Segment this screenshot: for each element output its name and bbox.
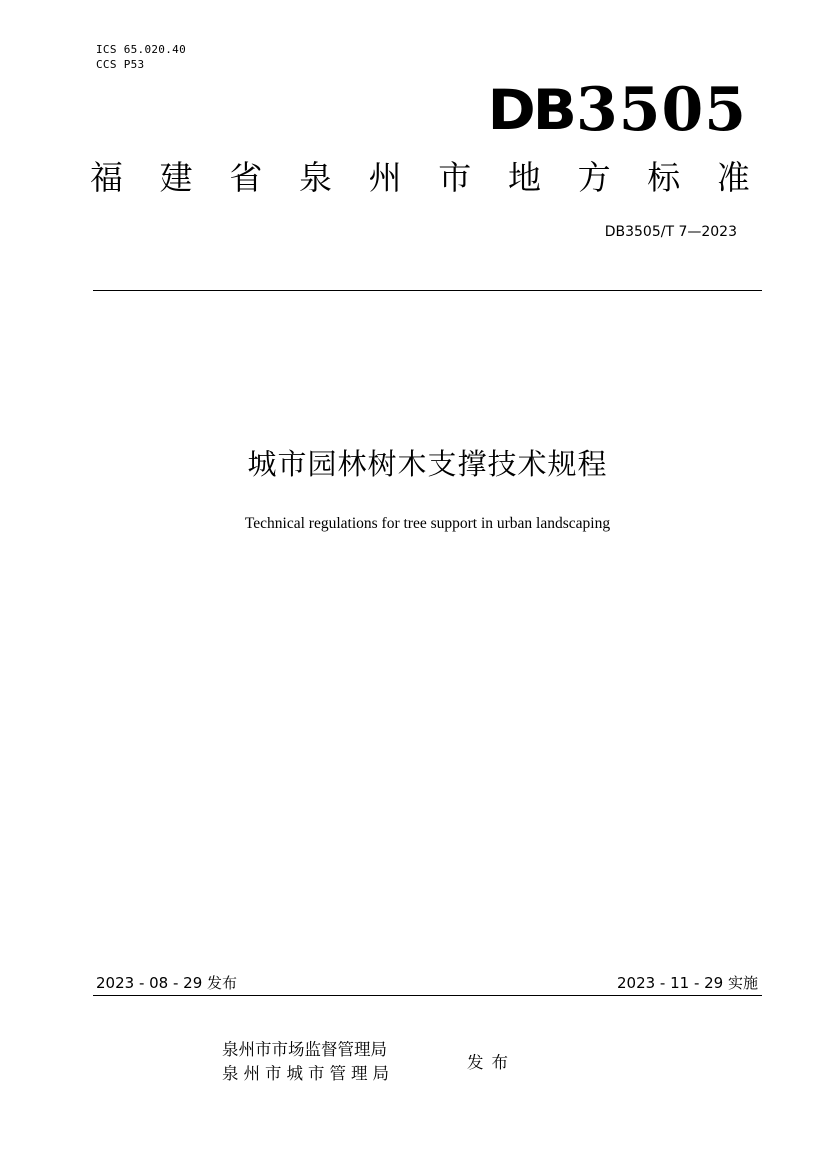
issuing-authorities xyxy=(222,1038,394,1086)
classification-codes xyxy=(96,42,186,72)
footer-divider xyxy=(93,995,762,996)
db-logo xyxy=(487,75,747,145)
document-title-chinese: 城市园林树木支撑技术规程 xyxy=(247,447,608,481)
standard-type-char: 地 xyxy=(507,158,541,197)
standard-type-char: 标 xyxy=(647,158,681,197)
issue-date: 2023 - 08 - 29 发布 xyxy=(96,974,238,992)
standard-number: DB3505/T 7—2023 xyxy=(604,224,737,240)
standard-type-char: 准 xyxy=(716,158,750,197)
document-title-english: Technical regulations for tree support in urban landscaping xyxy=(244,515,611,532)
ics-code: ICS 65.020.40 xyxy=(96,43,186,56)
standard-type-char: 福 xyxy=(90,158,123,197)
header-divider xyxy=(93,290,762,291)
standard-type-heading xyxy=(90,156,750,200)
standard-type-char: 省 xyxy=(229,158,263,197)
standard-type-char: 州 xyxy=(368,158,402,197)
standard-type-char: 方 xyxy=(577,158,611,197)
issuer-urban-management: 泉州市城市管理局 xyxy=(222,1064,394,1083)
issue-label: 发布 xyxy=(467,1053,516,1072)
effective-date: 2023 - 11 - 29 实施 xyxy=(616,974,758,992)
standard-type-char: 建 xyxy=(159,158,193,197)
logo-letters: DB xyxy=(487,77,574,143)
logo-number: 3505 xyxy=(576,75,747,145)
standard-type-char: 泉 xyxy=(298,158,332,197)
ccs-code: CCS P53 xyxy=(96,58,145,71)
standard-type-char: 市 xyxy=(438,158,472,197)
issuer-market-regulation: 泉州市市场监督管理局 xyxy=(222,1040,387,1059)
